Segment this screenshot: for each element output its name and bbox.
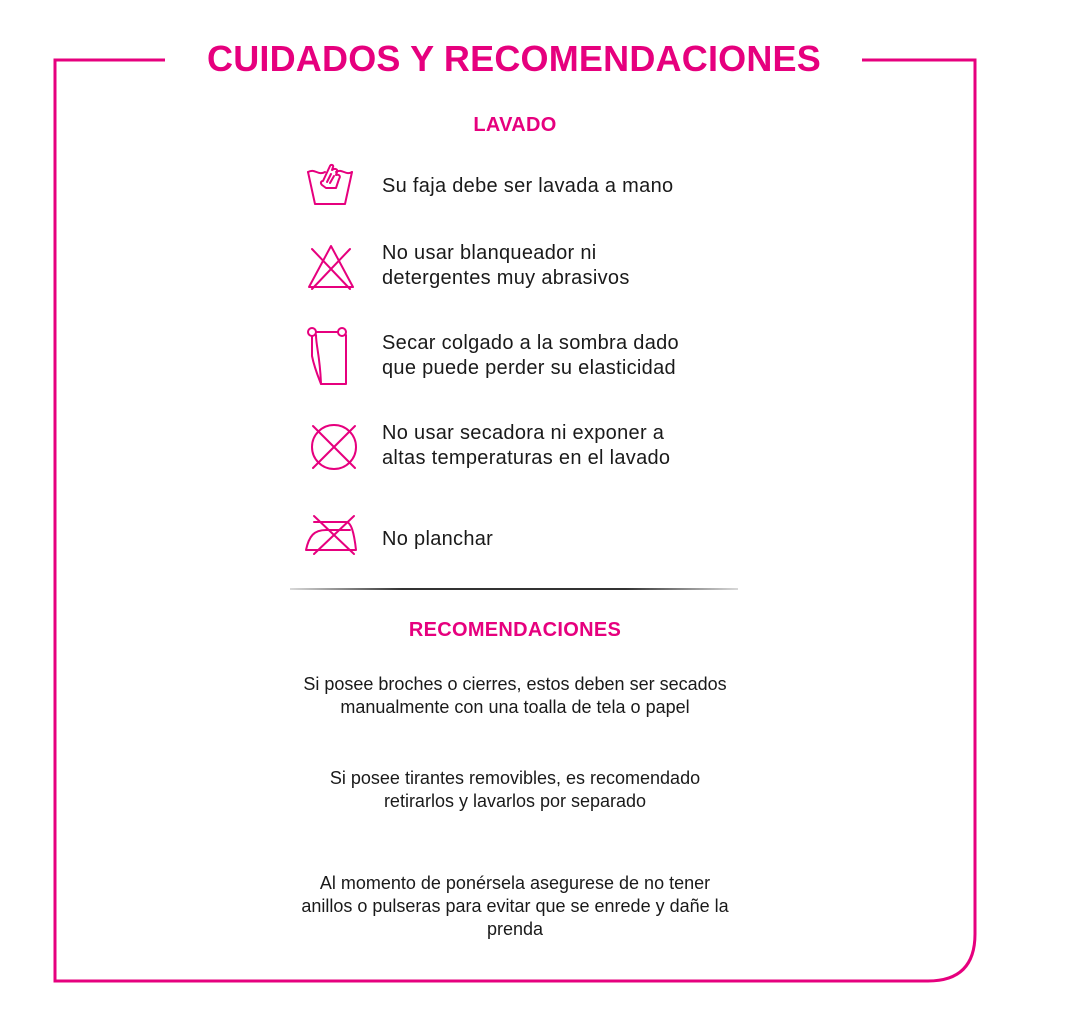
recommendation-item: Si posee tirantes removibles, es recomendado retirarlos y lavarlos por separado — [329, 768, 701, 811]
lavado-item-text: Secar colgado a la sombra dado que puede perder su elasticidad — [382, 332, 679, 379]
recommendation-item: Si posee broches o cierres, estos deben ser secados manualmente con una toalla de tela o papel — [303, 674, 727, 717]
lavado-item-text: No planchar — [382, 528, 494, 550]
page-title: CUIDADOS Y RECOMENDACIONES — [207, 38, 821, 79]
line-dry-shade-icon — [304, 326, 354, 388]
recomendaciones-title: RECOMENDACIONES — [408, 619, 622, 641]
lavado-item-text: Su faja debe ser lavada a mano — [382, 175, 674, 197]
recommendation-item: Al momento de ponérsela asegurese de no tener anillos o pulseras para evitar que se enrede y dañe la prenda — [301, 873, 729, 939]
lavado-title: LAVADO — [473, 114, 557, 136]
lavado-item-text: No usar blanqueador ni detergentes muy abrasivos — [382, 242, 630, 289]
section-divider — [290, 588, 738, 590]
lavado-item-text: No usar secadora ni exponer a altas temperaturas en el lavado — [382, 422, 671, 469]
no-iron-icon — [304, 512, 362, 556]
hand-wash-icon — [306, 162, 356, 208]
no-bleach-icon — [306, 243, 356, 291]
no-tumble-dry-icon — [308, 421, 360, 473]
